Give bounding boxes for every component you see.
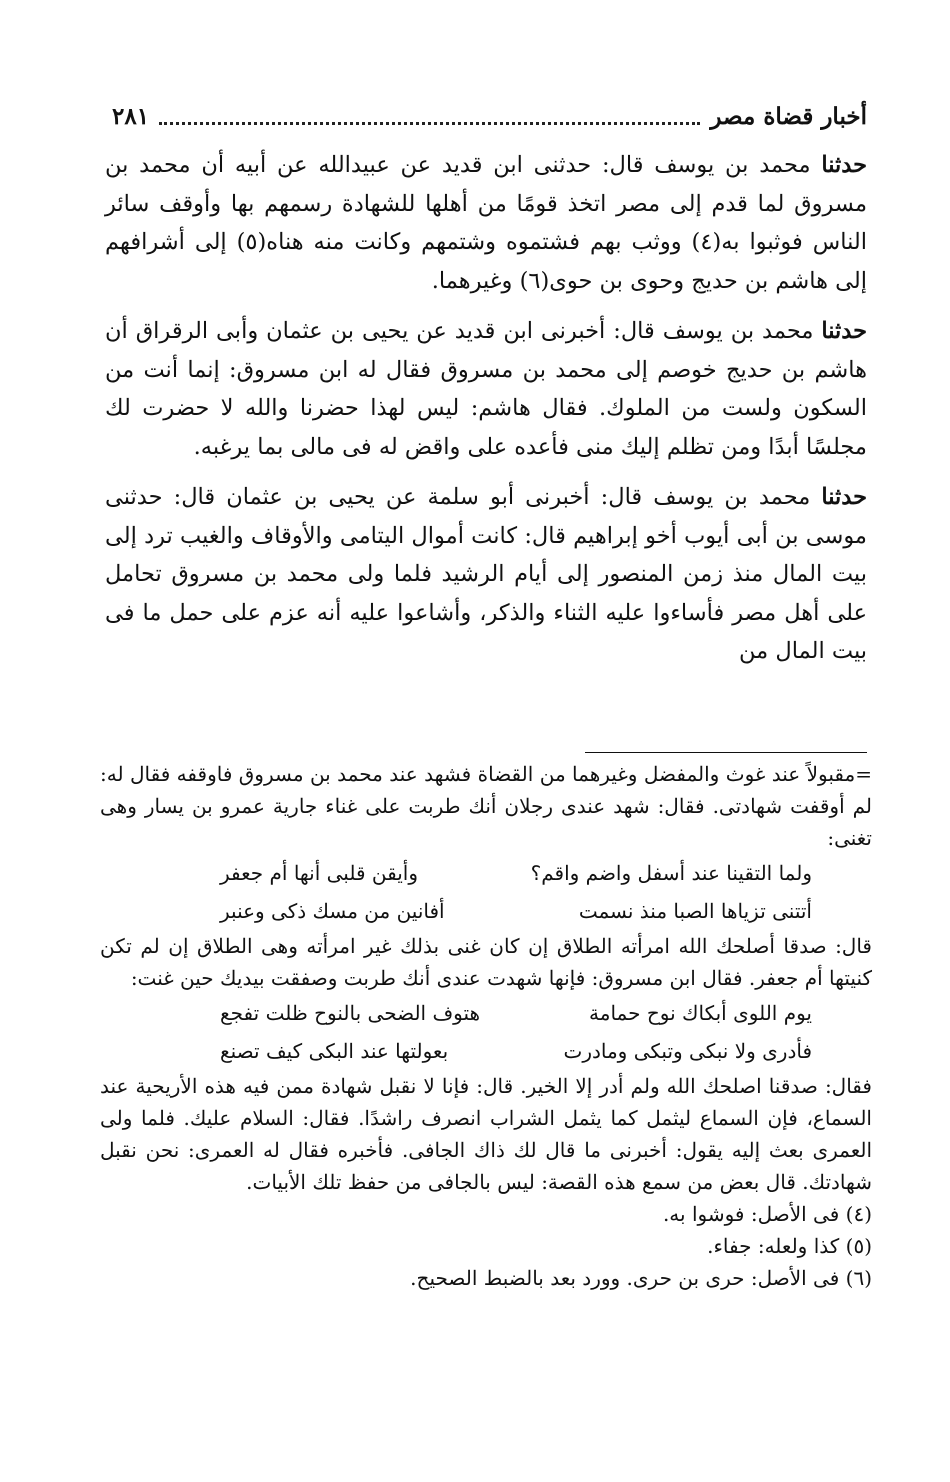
paragraph-lead: حدثنا (821, 318, 867, 344)
verse-line (100, 854, 872, 892)
paragraph (105, 478, 867, 671)
verse-left-hemistich: بعولتها عند البكى كيف تصنع (220, 1039, 449, 1063)
footnote-separator (585, 752, 867, 753)
page-number: ٢٨١ (112, 102, 150, 130)
paragraph-lead: حدثنا (821, 152, 867, 178)
header-leader-dots (159, 108, 700, 125)
main-text (105, 146, 867, 683)
verse-line (100, 1032, 872, 1070)
footnotes-section (100, 758, 872, 1294)
verse-right-hemistich: أتتنى تزياها الصبا منذ نسمت (578, 899, 812, 923)
verse-line (100, 994, 872, 1032)
paragraph-text: محمد بن يوسف قال: أخبرنى ابن قديد عن يحيى بن عثمان وأبى الرقراق أن هاشم بن حديج خوصم إلى محمد بن مسروق فقال له ابن مسروق: إنما أنت من السكون ولست من الملوك. فقال هاشم: ليس لهذا حضرنا والله لا حضرت لك مجلسًا أبدًا ومن تظلم إليك منى فأعده على واقض له فى مالى بما يرغبه. (105, 318, 867, 460)
verse-right-hemistich: فأدرى ولا نبكى وتبكى ومادرت (563, 1039, 812, 1063)
book-title: أخبار قضاة مصر (710, 102, 867, 130)
paragraph (105, 146, 867, 300)
verse-left-hemistich: وأيقن قلبى أنها أم جعفر (220, 861, 418, 885)
note-middle: قال: صدقا أصلحك الله امرأته الطلاق إن كان غنى بذلك غير امرأته وهى الطلاق إن لم تكن كنيتها أم جعفر. فقال ابن مسروق: فإنها شهدت عندى أنك طربت وصفقت بيديك حين غنت: (100, 934, 872, 990)
paragraph-text: محمد بن يوسف قال: أخبرنى أبو سلمة عن يحيى بن عثمان قال: حدثنى موسى بن أبى أيوب أخو إبراهيم قال: كانت أموال اليتامى والأوقاف والغيب ترد إلى بيت المال منذ زمن المنصور إلى أيام الرشيد فلما ولى محمد بن مسروق تحامل على أهل مصر فأساءوا عليه الثناء والذكر، وأشاعوا عليه أنه عزم على حمل ما فى بيت المال من (105, 484, 867, 664)
running-header (112, 96, 867, 136)
verse-left-hemistich: أفانين من مسك ذكى وعنبر (220, 899, 445, 923)
paragraph (105, 312, 867, 466)
paragraph-text: محمد بن يوسف قال: حدثنى ابن قديد عن عبيدالله عن أبيه أن محمد بن مسروق لما قدم إلى مصر اتخذ قومًا من أهلها للشهادة رسمهم بها وأوقف سائر الناس فوثبوا به(٤) ووثب بهم فشتموه وشتمهم وكانت منه هناه(٥) إلى أشرافهم إلى هاشم بن حديج وحوى بن حوى(٦) وغيرهما. (105, 152, 867, 294)
footnote-5: (٥) كذا ولعله: جفاء. (707, 1234, 872, 1258)
verse-right-hemistich: يوم اللوى أبكاك نوح حمامة (589, 1001, 812, 1025)
note-end: فقال: صدقنا اصلحك الله ولم أدر إلا الخير. قال: فإنا لا نقبل شهادة ممن فيه هذه الأريحية عند السماع، فإن السماع ليثمل كما يثمل الشراب انصرف راشدًا. فقال: السلام عليك. فلما ولى العمرى بعث إليه يقول: أخبرنى ما قال لك ذاك الجافى. فأخبره فقال له العمرى: نحن نقبل شهادتك. قال بعض من سمع هذه القصة: ليس بالجافى من حفظ تلك الأبيات. (100, 1074, 872, 1194)
footnote-6: (٦) فى الأصل: حرى بن حرى. وورد بعد بالضبط الصحيح. (410, 1266, 872, 1290)
paragraph-lead: حدثنا (821, 484, 868, 510)
verse-right-hemistich: ولما التقينا عند أسفل واضم واقم؟ (530, 861, 812, 885)
verse-left-hemistich: هتوف الضحى بالنوح ظلت تفجع (220, 1001, 481, 1025)
verse-line (100, 892, 872, 930)
footnote-4: (٤) فى الأصل: فوشوا به. (662, 1202, 872, 1226)
note-intro: =مقبولاً عند غوث والمفضل وغيرهما من القضاة فشهد عند محمد بن مسروق فاوقفه فقال له: لم أوقفت شهادتى. فقال: شهد عندى رجلان أنك طربت على غناء جارية عمرو بن يسار وهى تغنى: (100, 762, 872, 850)
